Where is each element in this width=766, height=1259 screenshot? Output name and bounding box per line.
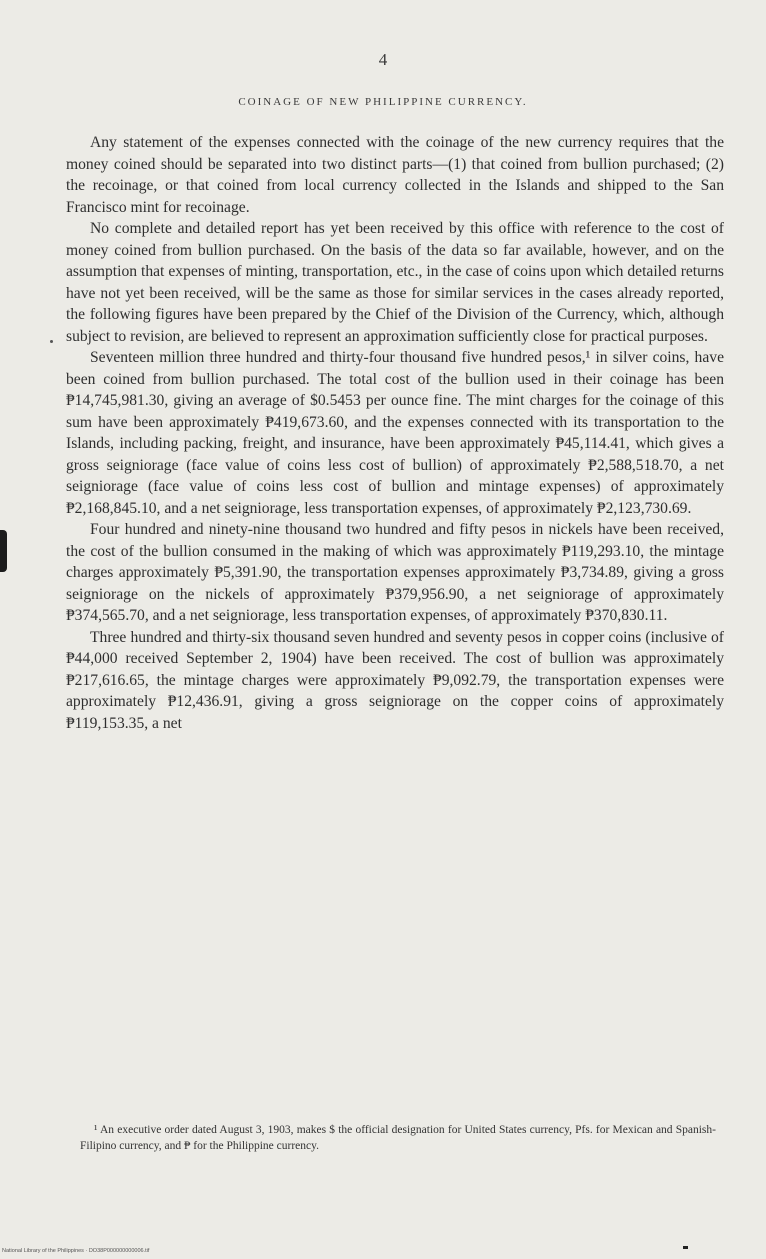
- paragraph-silver-coins: Seventeen million three hundred and thirty-four thousand five hundred pesos,¹ in silver coins, have been coined from bullion purchased. The total cost of the bullion used in their coinage has been ₱14,745,981.30, giving an average of $0.5453 per ounce fine. The mint charges for the coinage of this sum have been approximately ₱419,673.60, and the expenses connected with its transportation to the Islands, including packing, freight, and insurance, have been approximately ₱45,114.41, which gives a gross seigniorage (face value of coins less cost of bullion) of approximately ₱2,588,518.70, a net seigniorage (face value of coins less cost of bullion and mintage expenses) of approximately ₱2,168,845.10, and a net seigniorage, less transportation expenses, of approximately ₱2,123,730.69.: [66, 349, 724, 517]
- body-text: [66, 132, 724, 734]
- paragraph-coinage-parts: Any statement of the expenses connected with the coinage of the new currency requires that the money coined should be separated into two distinct parts—(1) that coined from bullion purchased; (2) the recoinage, or that coined from local currency collected in the Islands and shipped to the San Francisco mint for recoinage.: [66, 134, 724, 216]
- footnote: [80, 1122, 716, 1154]
- margin-speck: [50, 340, 53, 343]
- footnote-text: ¹ An executive order dated August 3, 1903, makes $ the official designation for United States currency, Pfs. for Mexican and Spanish-Filipino currency, and ₱ for the Philippine currency.: [80, 1124, 716, 1152]
- binding-edge-mark: [0, 530, 7, 572]
- page-speck: [683, 1246, 688, 1249]
- page-number: 4: [378, 50, 388, 69]
- page-heading: COINAGE OF NEW PHILIPPINE CURRENCY.: [238, 96, 528, 108]
- paragraph-copper-coins: Three hundred and thirty-six thousand seven hundred and seventy pesos in copper coins (inclusive of ₱44,000 received September 2, 1904) have been received. The cost of bullion was approximately ₱217,616.65, the mintage charges were approximately ₱9,092.79, the transportation expenses were approximately ₱12,436.91, giving a gross seigniorage on the copper coins of approximately ₱119,153.35, a net: [66, 628, 724, 732]
- paragraph-report-status: No complete and detailed report has yet been received by this office with reference to the cost of money coined from bullion purchased. On the basis of the data so far available, however, and on the assumption that expenses of minting, transportation, etc., in the case of coins upon which detailed returns have not yet been received, will be the same as those for similar services in the cases already reported, the following figures have been prepared by the Chief of the Division of the Currency, which, although subject to revision, are believed to represent an approximation sufficiently close for practical purposes.: [66, 220, 724, 345]
- library-watermark: National Library of the Philippines · DO38P000000000006.tif: [2, 1248, 150, 1254]
- paragraph-nickels: Four hundred and ninety-nine thousand two hundred and fifty pesos in nickels have been received, the cost of the bullion consumed in the making of which was approximately ₱119,293.10, the mintage charges approximately ₱5,391.90, the transportation expenses approximately ₱3,734.89, giving a gross seigniorage on the nickels of approximately ₱379,956.90, a net seigniorage of approximately ₱374,565.70, and a net seigniorage, less transportation expenses, of approximately ₱370,830.11.: [66, 521, 724, 624]
